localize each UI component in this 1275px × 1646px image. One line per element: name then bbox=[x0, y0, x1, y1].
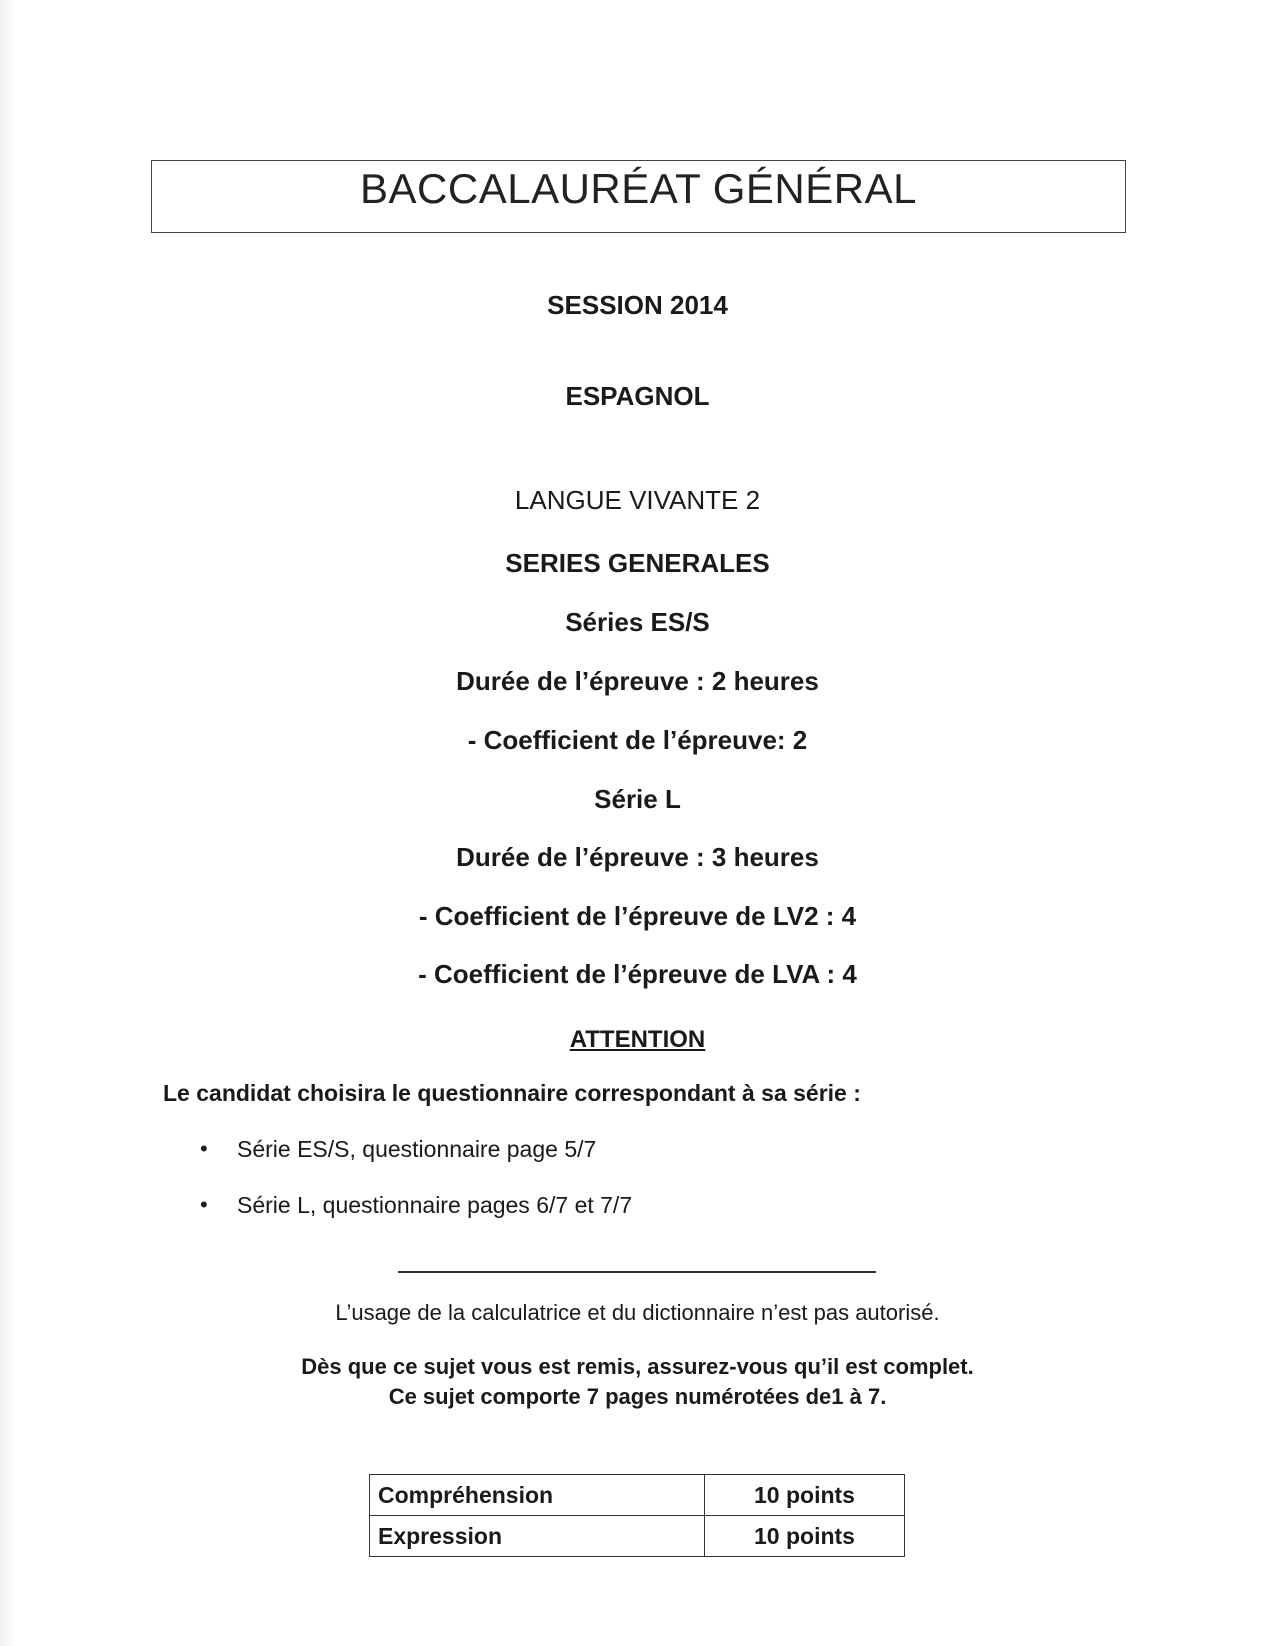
title-box bbox=[151, 160, 1126, 233]
coefficient-es-s-line: - Coefficient de l’épreuve: 2 bbox=[467, 725, 808, 755]
separator-line bbox=[398, 1271, 876, 1273]
complete-check-note: Dès que ce sujet vous est remis, assurez-vous qu’il est complet. bbox=[301, 1354, 974, 1379]
calculator-note: L’usage de la calculatrice et du dictionnaire n’est pas autorisé. bbox=[335, 1300, 940, 1325]
section-cell: Expression bbox=[370, 1516, 705, 1557]
table-row bbox=[370, 1516, 905, 1557]
series-line: SERIES GENERALES bbox=[505, 548, 770, 578]
instruction-text: Le candidat choisira le questionnaire correspondant à sa série : bbox=[163, 1080, 861, 1106]
list-item-label: Série L, questionnaire pages 6/7 et 7/7 bbox=[237, 1192, 633, 1218]
points-cell: 10 points bbox=[705, 1475, 905, 1516]
points-cell: 10 points bbox=[705, 1516, 905, 1557]
series-es-s-line: Séries ES/S bbox=[565, 607, 710, 637]
scoring-table bbox=[369, 1474, 905, 1557]
attention-heading: ATTENTION bbox=[569, 1026, 706, 1053]
bullet-icon: • bbox=[200, 1192, 208, 1217]
attention-heading-wrap bbox=[0, 1026, 1275, 1054]
page-count-note: Ce sujet comporte 7 pages numérotées de1 à 7. bbox=[388, 1384, 887, 1409]
page-title: BACCALAURÉAT GÉNÉRAL bbox=[360, 165, 917, 212]
list-item bbox=[200, 1131, 632, 1187]
table-row bbox=[370, 1475, 905, 1516]
list-item-label: Série ES/S, questionnaire page 5/7 bbox=[237, 1136, 597, 1162]
duration-es-s-line: Durée de l’épreuve : 2 heures bbox=[456, 666, 819, 696]
list-item bbox=[200, 1187, 632, 1243]
section-cell: Compréhension bbox=[370, 1475, 705, 1516]
bullet-icon: • bbox=[200, 1136, 208, 1161]
subject-line: ESPAGNOL bbox=[565, 381, 710, 411]
session-line: SESSION 2014 bbox=[547, 290, 728, 320]
coefficient-lv2-line: - Coefficient de l’épreuve de LV2 : 4 bbox=[418, 901, 857, 931]
duration-l-line: Durée de l’épreuve : 3 heures bbox=[456, 842, 819, 872]
questionnaire-list bbox=[200, 1131, 632, 1243]
series-l-line: Série L bbox=[594, 784, 681, 814]
level-line: LANGUE VIVANTE 2 bbox=[514, 485, 761, 515]
coefficient-lva-line: - Coefficient de l’épreuve de LVA : 4 bbox=[418, 959, 857, 989]
